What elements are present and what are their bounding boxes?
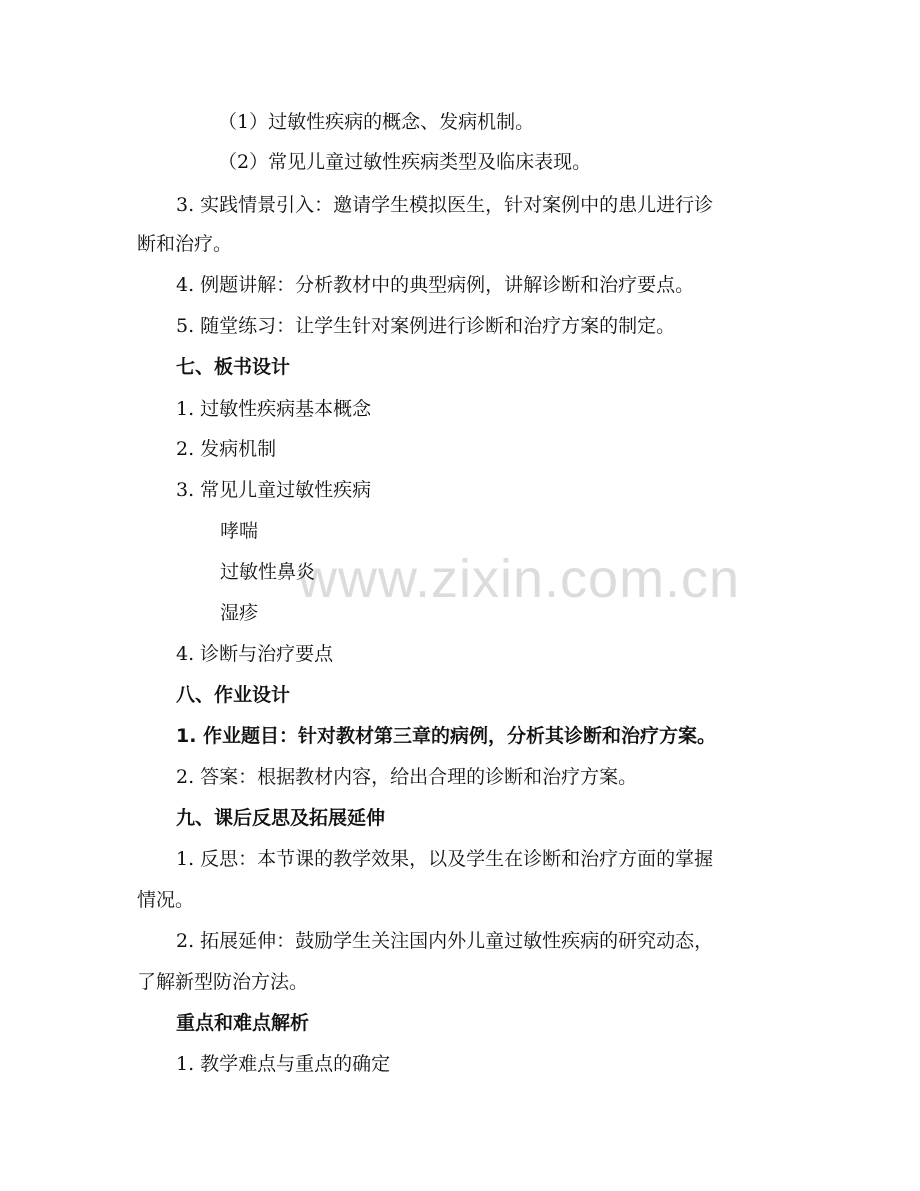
list-item: 1. 过敏性疾病基本概念	[176, 398, 372, 420]
paragraph-line: 断和治疗。	[137, 233, 233, 255]
homework-item: 1. 作业题目：针对教材第三章的病例，分析其诊断和治疗方案。	[176, 725, 717, 747]
section-heading-7: 七、板书设计	[176, 356, 291, 378]
paragraph-line: （1）过敏性疾病的概念、发病机制。	[218, 111, 535, 133]
paragraph-line: 5. 随堂练习：让学生针对案例进行诊断和治疗方案的制定。	[176, 315, 676, 337]
paragraph-line: 4. 例题讲解：分析教材中的典型病例，讲解诊断和治疗要点。	[176, 274, 695, 296]
paragraph-line: 1. 反思：本节课的教学效果，以及学生在诊断和治疗方面的掌握	[176, 848, 714, 870]
list-item: 1. 教学难点与重点的确定	[176, 1053, 391, 1075]
list-item: 4. 诊断与治疗要点	[176, 643, 334, 665]
sub-list-item: 湿疹	[220, 602, 259, 624]
paragraph-line: 3. 实践情景引入：邀请学生模拟医生，针对案例中的患儿进行诊	[176, 194, 714, 216]
list-item: 3. 常见儿童过敏性疾病	[176, 479, 372, 501]
paragraph-line: 情况。	[137, 889, 195, 911]
section-heading-key-points: 重点和难点解析	[176, 1012, 310, 1034]
paragraph-line: （2）常见儿童过敏性疾病类型及临床表现。	[218, 151, 592, 173]
sub-list-item: 过敏性鼻炎	[220, 561, 316, 583]
paragraph-line: 2. 拓展延伸：鼓励学生关注国内外儿童过敏性疾病的研究动态，	[176, 930, 714, 952]
sub-list-item: 哮喘	[220, 520, 259, 542]
watermark: www.zixin.com.cn	[298, 549, 741, 609]
list-item: 2. 发病机制	[176, 438, 277, 460]
section-heading-9: 九、课后反思及拓展延伸	[176, 807, 386, 829]
paragraph-line: 了解新型防治方法。	[137, 971, 309, 993]
section-heading-8: 八、作业设计	[176, 684, 291, 706]
homework-item: 2. 答案：根据教材内容，给出合理的诊断和治疗方案。	[176, 766, 638, 788]
